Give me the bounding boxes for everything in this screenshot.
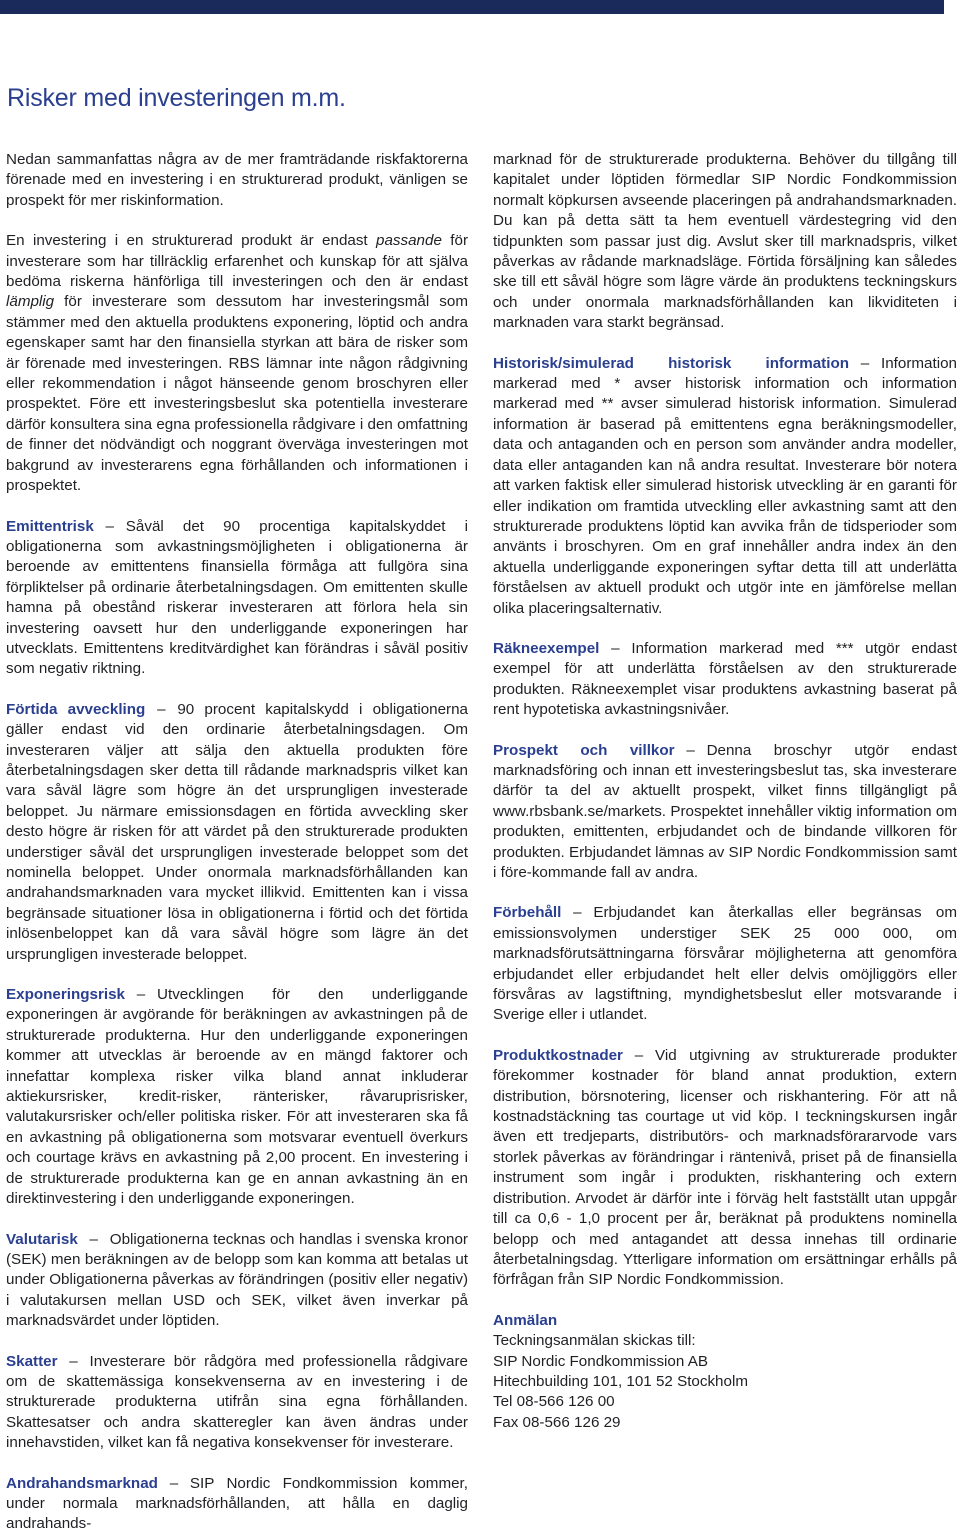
dash-separator — [849, 354, 881, 374]
section-text: Information markerad med *** utgör endast exempel för att underlätta förståelsen av den strukturerade produkten. Räkneexemplet visar produktens avkastning baserat på rent hypotetiska avkastningsnivåer. — [493, 639, 957, 719]
section-text: Såväl det 90 procentiga kapitalskyddet i obligationerna som avkastningsmöjligheten i obligationerna är beroende av emittentens finansiella förmåga att fullgöra sina förpliktelser på ordinarie återbetalningsdagen. Om emittenten skulle hamna på obestånd riskerar investeraren att förlora hela sin investering oavsett hur den underliggande exponeringen har utvecklats. Emittentens kreditvärdighet kan förändras i såväl positiv som negativ riktning. — [6, 517, 468, 678]
section-heading: Prospekt och villkor — [493, 741, 675, 759]
section-rakneexempel — [493, 639, 957, 721]
section-skatter — [6, 1352, 468, 1454]
section-text: SIP Nordic Fondkommission kommer, under normala marknadsförhållanden, att hålla en daglig andrahands- — [6, 1474, 468, 1533]
section-heading: Förtida avveckling — [6, 700, 146, 718]
section-historisk-information — [493, 354, 957, 619]
application-instruction: Teckningsanmälan skickas till: — [493, 1332, 696, 1350]
section-heading: Emittentrisk — [6, 517, 94, 535]
section-valutarisk — [6, 1230, 468, 1332]
section-text: Denna broschyr utgör endast marknadsföring och innan ett investeringsbeslut tas, ska investerare därför ta del av aktuellt prospekt, vilket finns tillgängligt på www.rbsbank.se/markets. Prospektet innehåller viktig information om produkten, emittenten, erbjudandet och de bindande villkoren för produkten. Erbjudandet lämnas av SIP Nordic Fondkommission samt i före-kommande fall av andra. — [493, 741, 958, 881]
dash-separator — [125, 985, 157, 1005]
section-heading: Historisk/simulerad historisk information — [493, 354, 850, 372]
page-title: Risker med investeringen m.m. — [7, 84, 346, 112]
section-heading: Förbehåll — [493, 904, 562, 922]
section-andrahandsmarknad — [6, 1474, 468, 1535]
dash-separator — [145, 700, 177, 720]
suitability-text-1: En investering i en strukturerad produkt är endast — [6, 232, 377, 250]
section-exponeringsrisk — [6, 985, 468, 1209]
dash-separator — [623, 1046, 655, 1066]
suitability-text-3: för investerare som dessutom har investeringsmål som stämmer med den aktuella produktens exponering, löptid och andra egenskaper samt har den finansiella styrkan att bära de risker som är förenade med investeringen. RBS lämnar inte någon rådgivning eller rekommendation i något hänseende genom broschyren eller prospektet. Före ett investeringsbeslut ska potentiella investerare därför konsultera sina egna professionella rådgivare i den omfattning de finner det nödvändigt och noggrant överväga investeringen mot bakgrund av investerarens egna förhållanden och informationen i prospektet. — [6, 293, 468, 495]
section-heading: Räkneexempel — [493, 639, 600, 657]
section-text: Information markerad med * avser historisk information och information markerad med ** avser simulerad historisk information. Simulerad information är baserad på emittentens egna beräkningsmodeller, data och antaganden och en person som använder andra modeller, data eller antaganden kan nå andra resultat. Investerare bör notera att varken faktisk eller simulerad historisk utveckling är en garanti för eller indikation om framtida utveckling eller avkastning samt att den strukturerade produktens löptid kan avvika från de tidsperioder som använts i broschyren. Om en graf innehåller andra index än den aktuella underliggande exponeringen syftar detta till att underlätta förståelsen av aktuell produkt och utgör inte en jämförelse mellan olika placeringsalternativ. — [493, 354, 957, 617]
intro-paragraph: Nedan sammanfattas några av de mer framträdande riskfaktorerna förenade med en investering i en strukturerad produkt, vänligen se prospekt för mer riskinformation. — [6, 151, 468, 209]
section-text: Obligationerna tecknas och handlas i svenska kronor (SEK) men beräkningen av de belopp som kan komma att betalas ut under Obligationerna påverkas av förändringen (positiv eller negativ) i valutakursen mellan USD och SEK, vilket även inverkar på marknadsvärdet under löptiden. — [6, 1230, 468, 1330]
section-prospekt-och-villkor — [493, 741, 957, 884]
suitability-paragraph — [6, 231, 468, 496]
company-name: SIP Nordic Fondkommission AB — [493, 1352, 708, 1370]
section-text: Utvecklingen för den underliggande exponeringen är avgörande för beräkningen av avkastningen på de strukturerade produkterna. Hur den underliggande exponeringen kommer att utvecklas är beroende av en mängd faktorer och innefattar komplexa risker vilka bland annat inkluderar aktiekursrisker, kredit-risker, ränterisker, råvaruprisrisker, valutakursrisker och/eller politiska risker. För att investeraren ska få en avkastning på obligationerna som motsvarar eventuell överkurs och courtage krävs en avkastning på 2,00 procent. En investering i de strukturerade produkterna kan ge en annan avkastning än en direktinvestering i den underliggande exponeringen. — [6, 986, 468, 1208]
section-text: Vid utgivning av strukturerade produkter förekommer kostnader för bland annat produktion, extern distribution, börsnotering, licenser och riskhantering. För att nå kostnadstäckning tas courtage ut vid köp. I teckningskursen ingår även ett tredjeparts, distributörs- och marknadsförararvode vars storlek påverkas av förändringar i räntenivå, priset på de finansiella instrument som ingår i produkten, riskhantering och extern distribution. Arvodet är därför inte i förväg helt fastställt utan uppgår till ca 0,6 - 1,0 procent per år, beräknat på produktens nominella belopp och med antagandet att dessa innehas till ordinarie återbetalningsdag. Ytterligare information om ersättningar erhålls på förfrågan från SIP Nordic Fondkommission. — [493, 1046, 957, 1289]
postal-address: Hitechbuilding 101, 101 52 Stockholm — [493, 1372, 748, 1390]
section-fortida-avveckling — [6, 700, 468, 965]
suitability-emphasis-passande: passande — [376, 232, 442, 250]
dash-separator — [94, 517, 126, 537]
section-heading: Exponeringsrisk — [6, 986, 126, 1004]
dash-separator — [58, 1352, 90, 1372]
right-column — [493, 150, 957, 1433]
dash-separator — [158, 1474, 190, 1494]
section-heading: Produktkostnader — [493, 1046, 623, 1064]
header-bar — [0, 0, 960, 14]
application-block — [493, 1311, 957, 1433]
fax-number: Fax 08-566 126 29 — [493, 1413, 621, 1431]
section-text: Investerare bör rådgöra med professionella rådgivare om de skattemässiga konsekvenserna av en investering i de strukturerade produkterna utifrån sina egna förhållanden. Skattesatser och andra skatteregler kan även ändras under innehavstiden, vilket kan få negativa konsekvenser för investerare. — [6, 1352, 468, 1452]
section-heading: Valutarisk — [6, 1230, 78, 1248]
section-text: 90 procent kapitalskydd i obligationerna gäller endast vid den ordinarie återbetalningsdagen. Om investeraren väljer att sälja den aktuella produkten före återbetalningsdagen sker detta till rådande marknadspris vilket kan vara såväl lägre som högre än det ursprungligen investerade beloppet. Ju närmare emissionsdagen en förtida avveckling sker desto högre är risken för att värdet på den strukturerade produkten understiger såväl det ursprungligen investerade beloppet som det nominella beloppet. Under onormala marknadsförhållanden kan andrahandsmarknaden vara mycket illikvid. Emittenten kan i vissa begränsade situationer lösa in obligationerna i förtid och det förtida inlösenbeloppet kan då vara såväl högre som lägre än det ursprungligen investerade beloppet. — [6, 700, 468, 963]
dash-separator — [78, 1230, 110, 1250]
section-heading: Skatter — [6, 1352, 58, 1370]
dash-separator — [561, 903, 593, 923]
section-heading: Andrahandsmarknad — [6, 1474, 158, 1492]
suitability-emphasis-lamplig: lämplig — [6, 293, 55, 311]
application-heading: Anmälan — [493, 1311, 558, 1329]
header-bar-gap — [944, 0, 960, 14]
andrahandsmarknad-continuation: marknad för de strukturerade produkterna. Behöver du tillgång till kapitalet under löptiden förmedlar SIP Nordic Fondkommission normalt köpkursen avseende placeringen på andrahandsmarknaden. Du kan på detta sätt ta hem eventuell värdestegring vid den tidpunkten som passar just dig. Avslut sker till marknadspris, vilket påverkas av rådande marknadsläge. Förtida försäljning kan således ske till ett såväl högre som lägre värde än produktens teckningskurs och under onormala marknadsförhållanden kan likviditeten i marknaden vara starkt begränsad. — [493, 151, 957, 332]
left-column — [6, 150, 468, 1535]
section-text: Erbjudandet kan återkallas eller begränsas om emissionsvolymen understiger SEK 25 000 000, om marknadsförutsättningarna försvårar möjligheterna att genomföra erbjudandet eller erbjudandet helt eller delvis omöjliggörs eller försvåras av lagstiftning, myndighetsbeslut eller motsvarande i Sverige eller i utlandet. — [493, 904, 957, 1024]
phone-number: Tel 08-566 126 00 — [493, 1393, 615, 1411]
section-forbehall — [493, 903, 957, 1025]
dash-separator — [599, 639, 631, 659]
section-produktkostnader — [493, 1046, 957, 1291]
suitability-text-2: för investerare som har tillräcklig erfarenhet och kunskap för att själva bedöma riskerna hänförliga till investeringen och den är endast — [6, 232, 468, 291]
dash-separator — [675, 741, 707, 761]
section-emittentrisk — [6, 517, 468, 680]
